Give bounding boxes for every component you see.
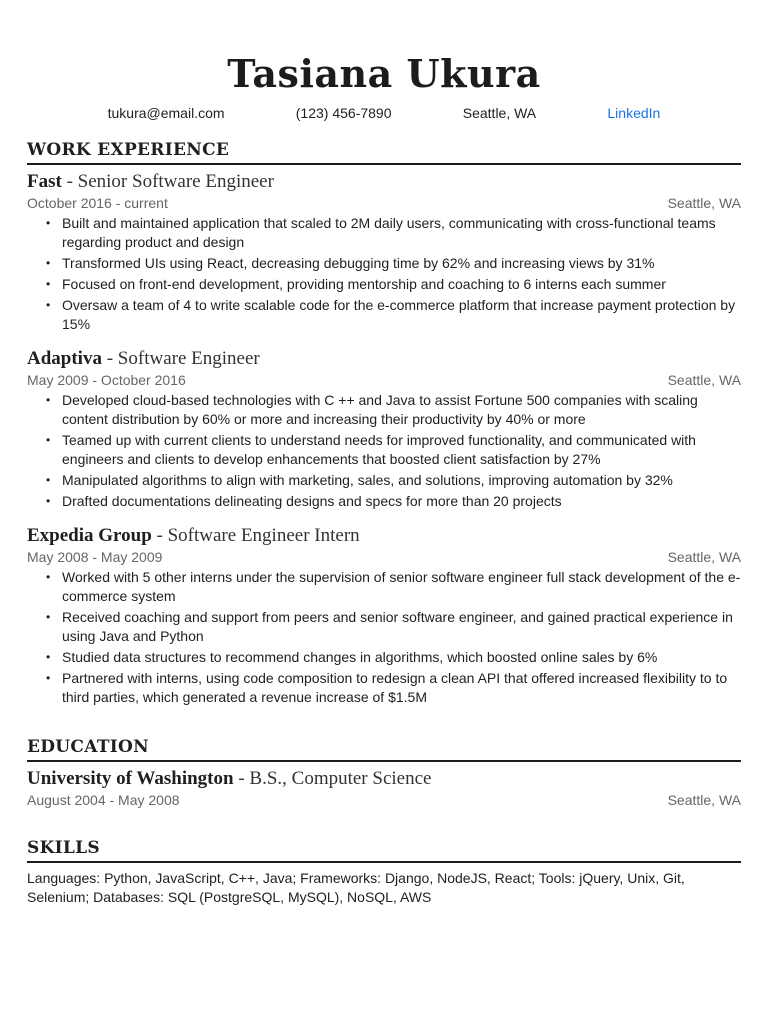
skills-text: Languages: Python, JavaScript, C++, Java; Frameworks: Django, NodeJS, React; Tools: jQuery, Unix, Git, Selenium; Databases: SQL (PostgreSQL, MySQL), NoSQL, AWS bbox=[27, 870, 685, 905]
linkedin-link[interactable]: LinkedIn bbox=[607, 105, 661, 121]
job-bullets bbox=[27, 568, 741, 707]
company-name: Adaptiva bbox=[27, 348, 102, 369]
email-text: tukura@email.com bbox=[107, 105, 225, 121]
education-location: Seattle, WA bbox=[667, 792, 741, 808]
job-role: - Senior Software Engineer bbox=[61, 171, 274, 192]
contact-bar bbox=[27, 104, 741, 122]
bullet-item: • Focused on front-end development, providing mentorship and coaching to 6 interns each summer bbox=[27, 275, 741, 294]
job-meta bbox=[27, 548, 741, 566]
bullet-item: • Drafted documentations delineating designs and specs for more than 20 projects bbox=[27, 492, 741, 511]
bullet-item: • Partnered with interns, using code composition to redesign a clean API that offered increased flexibility to to third parties, which generated a revenue increase of $1.5M bbox=[27, 669, 741, 707]
company-name: Expedia Group bbox=[27, 525, 152, 546]
location-text: Seattle, WA bbox=[462, 105, 537, 121]
job-location: Seattle, WA bbox=[667, 195, 741, 211]
job-header bbox=[27, 170, 741, 193]
bullet-item: • Worked with 5 other interns under the supervision of senior software engineer full stack development of the e-commerce system bbox=[27, 568, 741, 606]
bullet-item: • Developed cloud-based technologies with C ++ and Java to assist Fortune 500 companies with scaling content distribution by 60% or more and increasing their productivity by 40% or more bbox=[27, 391, 741, 429]
job-header bbox=[27, 347, 741, 370]
job-location: Seattle, WA bbox=[667, 549, 741, 565]
education-heading: EDUCATION bbox=[27, 736, 741, 762]
phone-text: (123) 456-7890 bbox=[295, 105, 392, 121]
degree-name: - B.S., Computer Science bbox=[233, 768, 432, 789]
job-bullets bbox=[27, 391, 741, 511]
job-entry-fast bbox=[27, 170, 741, 334]
education-meta bbox=[27, 791, 741, 809]
job-role: - Software Engineer Intern bbox=[151, 525, 360, 546]
job-dates: May 2009 - October 2016 bbox=[27, 372, 186, 388]
job-location: Seattle, WA bbox=[667, 372, 741, 388]
job-dates: October 2016 - current bbox=[27, 195, 168, 211]
job-header bbox=[27, 524, 741, 547]
job-meta bbox=[27, 371, 741, 389]
job-meta bbox=[27, 194, 741, 212]
job-dates: May 2008 - May 2009 bbox=[27, 549, 163, 565]
skills-heading: SKILLS bbox=[27, 837, 741, 863]
bullet-item: • Manipulated algorithms to align with marketing, sales, and solutions, improving automation by 32% bbox=[27, 471, 741, 490]
candidate-name: Tasiana Ukura bbox=[227, 51, 541, 96]
work-experience-heading: WORK EXPERIENCE bbox=[27, 139, 741, 165]
education-dates: August 2004 - May 2008 bbox=[27, 792, 180, 808]
education-header bbox=[27, 767, 741, 790]
bullet-item: • Teamed up with current clients to understand needs for improved functionality, and communicated with engineers and clients to develop enhancements that boosted client satisfaction by 27% bbox=[27, 431, 741, 469]
job-entry-expedia bbox=[27, 524, 741, 707]
job-role: - Software Engineer bbox=[101, 348, 260, 369]
school-name: University of Washington bbox=[27, 768, 234, 789]
bullet-item: • Built and maintained application that scaled to 2M daily users, communicating with cross-functional teams regarding product and design bbox=[27, 214, 741, 252]
job-bullets bbox=[27, 214, 741, 334]
bullet-item: • Oversaw a team of 4 to write scalable code for the e-commerce platform that increase payment protection by 15% bbox=[27, 296, 741, 334]
company-name: Fast bbox=[27, 171, 62, 192]
job-entry-adaptiva bbox=[27, 347, 741, 511]
bullet-item: • Received coaching and support from peers and senior software engineer, and gained practical experience in using Java and Python bbox=[27, 608, 741, 646]
education-entry bbox=[27, 767, 741, 809]
bullet-item: • Transformed UIs using React, decreasing debugging time by 62% and increasing views by 31% bbox=[27, 254, 741, 273]
bullet-item: • Studied data structures to recommend changes in algorithms, which boosted online sales by 6% bbox=[27, 648, 741, 667]
